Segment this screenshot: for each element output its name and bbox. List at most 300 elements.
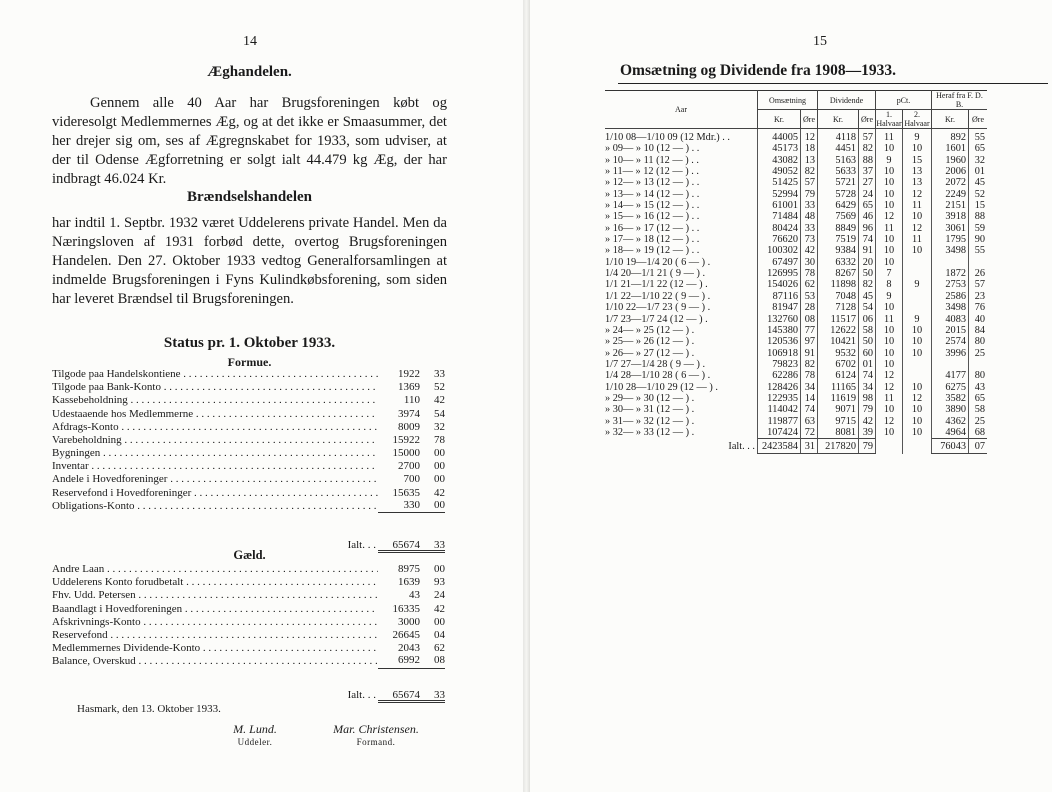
fdb-kr-cell: 3996: [932, 348, 969, 359]
turnover-ore-cell: 77: [801, 325, 818, 336]
ledger-row: [52, 655, 445, 668]
fdb-ore-cell: 55: [969, 245, 988, 256]
pct-half2-cell: 10: [903, 416, 932, 427]
dividend-kr-cell: 5721: [818, 177, 859, 188]
turnover-kr-cell: 128426: [758, 382, 801, 393]
year-cell: 1/7 27—1/4 28 ( 9 — ) .: [605, 358, 706, 370]
dividend-ore-cell: 82: [859, 143, 876, 154]
ledger-kr: 3974: [398, 407, 420, 420]
year-cell: 1/10 28—1/10 29 (12 — ) .: [605, 381, 718, 393]
fdb-ore-cell: 52: [969, 189, 988, 200]
fdb-ore-cell: 43: [969, 382, 988, 393]
ledger-row: [52, 603, 445, 616]
right-page: [530, 0, 1052, 792]
dividend-ore-cell: 74: [859, 234, 876, 245]
fdb-ore-cell: 32: [969, 155, 988, 166]
signature-role: Uddeler.: [237, 737, 273, 747]
col-header-pct: pCt.: [876, 91, 932, 110]
pct-half2-cell: 10: [903, 404, 932, 415]
year-cell: » 11— » 12 (12 — ) . .: [605, 166, 699, 178]
year-cell: 1/4 20—1/1 21 ( 9 — ) .: [605, 268, 706, 280]
turnover-kr-cell: 45173: [758, 143, 801, 154]
dividend-ore-cell: 88: [859, 155, 876, 166]
pct-half1-cell: 8: [876, 279, 903, 290]
year-cell: » 29— » 30 (12 — ) .: [605, 392, 695, 404]
ledger-ore: 00: [434, 615, 445, 628]
fdb-ore-cell: 59: [969, 223, 988, 234]
signature-formand: [326, 722, 426, 747]
book-spine: [523, 0, 530, 792]
year-cell: » 32— » 33 (12 — ) .: [605, 427, 695, 439]
turnover-ore-cell: 14: [801, 393, 818, 404]
total-dividend-kr: 217820: [818, 439, 859, 454]
ledger-label: Reservefond i Hovedforeninger . . .: [52, 487, 378, 500]
turnover-ore-cell: 28: [801, 302, 818, 313]
fdb-ore-cell: 88: [969, 211, 988, 222]
dividend-ore-cell: 39: [859, 427, 876, 439]
ledger-kr: 15000: [392, 447, 420, 460]
fdb-kr-cell: 2015: [932, 325, 969, 336]
ledger-kr: 2043: [398, 642, 420, 655]
pct-half2-cell: 11: [903, 200, 932, 211]
ledger-label: Bygningen . . .: [52, 447, 378, 460]
pct-half1-cell: 11: [876, 314, 903, 325]
dividend-kr-cell: 5728: [818, 189, 859, 200]
dividend-kr-cell: 11619: [818, 393, 859, 404]
year-cell: » 09— » 10 (12 — ) . .: [605, 143, 700, 155]
pct-half1-cell: 10: [876, 348, 903, 359]
pct-half1-cell: 12: [876, 370, 903, 381]
year-cell: 1/10 22—1/7 23 ( 9 — ) .: [605, 302, 711, 314]
pct-half2-cell: 10: [903, 427, 932, 439]
total-label: Ialt. . .: [347, 539, 376, 551]
year-cell: » 26— » 27 (12 — ) .: [605, 347, 695, 359]
turnover-kr-cell: 71484: [758, 211, 801, 222]
year-cell: » 16— » 17 (12 — ) . .: [605, 222, 700, 234]
year-cell: » 10— » 11 (12 — ) . .: [605, 154, 699, 166]
fdb-kr-cell: 2574: [932, 336, 969, 347]
fuel-trade-heading: Brændselshandelen: [186, 189, 313, 205]
fdb-kr-cell: 1601: [932, 143, 969, 154]
fdb-ore-cell: 25: [969, 348, 988, 359]
year-cell: 1/7 23—1/7 24 (12 — ) .: [605, 313, 708, 325]
pct-half1-cell: 7: [876, 268, 903, 279]
turnover-kr-cell: 106918: [758, 348, 801, 359]
table-total-row: [605, 439, 987, 454]
fdb-kr-cell: 2072: [932, 177, 969, 188]
ledger-kr: 3000: [398, 615, 420, 628]
year-cell: 1/10 19—1/4 20 ( 6 — ) .: [605, 256, 711, 268]
ledger-row: [52, 381, 445, 394]
ledger-label: Andele i Hovedforeninger . . .: [52, 473, 378, 486]
pct-half2-cell: 13: [903, 177, 932, 188]
table-row: [605, 359, 987, 370]
dividend-kr-cell: 7569: [818, 211, 859, 222]
fdb-kr-cell: 2586: [932, 291, 969, 302]
fdb-ore-cell: 84: [969, 325, 988, 336]
table-row: [605, 155, 987, 166]
place-date: Hasmark, den 13. Oktober 1933.: [77, 703, 221, 715]
ledger-ore: 08: [420, 654, 445, 668]
dividend-ore-cell: 91: [859, 245, 876, 256]
fdb-kr-cell: 3061: [932, 223, 969, 234]
ledger-ore: 52: [434, 381, 445, 394]
pct-half1-cell: 10: [876, 336, 903, 347]
turnover-kr-cell: 122935: [758, 393, 801, 404]
dividend-ore-cell: 98: [859, 393, 876, 404]
dividend-kr-cell: 11517: [818, 314, 859, 325]
ledger-kr: 15635: [392, 486, 420, 499]
ledger-label: Tilgode paa Bank-Konto . . .: [52, 381, 378, 394]
pct-half2-cell: 11: [903, 234, 932, 245]
pct-half1-cell: 10: [876, 200, 903, 211]
pct-half1-cell: 10: [876, 359, 903, 370]
dividend-kr-cell: 4118: [818, 129, 859, 144]
dividend-kr-cell: 7128: [818, 302, 859, 313]
table-row: [605, 279, 987, 290]
ledger-ore: 00: [420, 499, 445, 513]
turnover-kr-cell: 67497: [758, 257, 801, 268]
dividend-kr-cell: 9071: [818, 404, 859, 415]
dividend-kr-cell: 12622: [818, 325, 859, 336]
turnover-kr-cell: 76620: [758, 234, 801, 245]
turnover-ore-cell: 74: [801, 404, 818, 415]
col-header-turnover: Omsætning: [758, 91, 818, 110]
year-cell: 1/1 21—1/1 22 (12 — ) .: [605, 279, 708, 291]
fdb-kr-cell: 2006: [932, 166, 969, 177]
fdb-kr-cell: 892: [932, 129, 969, 144]
year-cell: » 18— » 19 (12 — ) . .: [605, 245, 700, 257]
dividend-ore-cell: 24: [859, 189, 876, 200]
ledger-label: Afdrags-Konto . . .: [52, 421, 378, 434]
dividend-kr-cell: 6702: [818, 359, 859, 370]
table-row: [605, 177, 987, 188]
col-header-dividend: Dividende: [818, 91, 876, 110]
dividend-kr-cell: 7519: [818, 234, 859, 245]
dividend-kr-cell: 9715: [818, 416, 859, 427]
fdb-ore-cell: 01: [969, 166, 988, 177]
pct-half2-cell: 10: [903, 382, 932, 393]
total-fdb-kr: 76043: [932, 439, 969, 454]
fdb-ore-cell: 57: [969, 279, 988, 290]
ledger-label: Andre Laan . . .: [52, 563, 378, 576]
ledger-label: Udestaaende hos Medlemmerne . . .: [52, 408, 378, 421]
dividend-kr-cell: 5633: [818, 166, 859, 177]
ledger-label: Obligations-Konto . . .: [52, 500, 378, 513]
turnover-kr-cell: 43082: [758, 155, 801, 166]
turnover-kr-cell: 80424: [758, 223, 801, 234]
table-row: [605, 234, 987, 245]
dividend-ore-cell: 65: [859, 200, 876, 211]
total-ore: 33: [420, 538, 445, 553]
ledger-row: [52, 434, 445, 447]
col-header-kr: Kr.: [758, 110, 801, 129]
pct-half2-cell: 15: [903, 155, 932, 166]
total-kr: 65674: [378, 688, 420, 703]
pct-half1-cell: 12: [876, 382, 903, 393]
table-row: [605, 211, 987, 222]
year-cell: » 15— » 16 (12 — ) . .: [605, 211, 700, 223]
fdb-kr-cell: 2151: [932, 200, 969, 211]
turnover-ore-cell: 78: [801, 370, 818, 381]
ledger-kr: 43: [409, 589, 420, 602]
pct-half1-cell: 9: [876, 291, 903, 302]
year-cell: 1/1 22—1/10 22 ( 9 — ) .: [605, 290, 711, 302]
table-row: [605, 268, 987, 279]
dividend-kr-cell: 11898: [818, 279, 859, 290]
ledger-kr: 1369: [398, 381, 420, 394]
pct-half1-cell: 9: [876, 155, 903, 166]
dividend-ore-cell: 46: [859, 211, 876, 222]
table-row: [605, 189, 987, 200]
pct-half2-cell: [903, 291, 932, 302]
pct-half2-cell: 9: [903, 129, 932, 144]
pct-half1-cell: 10: [876, 325, 903, 336]
ledger-ore: 93: [434, 576, 445, 589]
turnover-ore-cell: 42: [801, 245, 818, 256]
turnover-ore-cell: 53: [801, 291, 818, 302]
table-row: [605, 200, 987, 211]
pct-half1-cell: 10: [876, 245, 903, 256]
total-turnover-kr: 2423584: [758, 439, 801, 454]
pct-half1-cell: 10: [876, 404, 903, 415]
ledger-kr: 110: [403, 394, 420, 407]
ledger-kr: 8009: [398, 420, 420, 433]
ledger-ore: 00: [434, 447, 445, 460]
year-cell: » 14— » 15 (12 — ) . .: [605, 200, 700, 212]
ledger-row: [52, 421, 445, 434]
fdb-kr-cell: 1960: [932, 155, 969, 166]
title-rule: [618, 83, 1048, 84]
ledger-kr: 1639: [398, 576, 420, 589]
ledger-label: Tilgode paa Handelskontiene . . .: [52, 368, 378, 381]
fdb-kr-cell: 4362: [932, 416, 969, 427]
turnover-kr-cell: 100302: [758, 245, 801, 256]
ledger-label: Fhv. Udd. Petersen . . .: [52, 589, 378, 602]
ledger-label: Varebeholdning . . .: [52, 434, 378, 447]
turnover-ore-cell: 82: [801, 359, 818, 370]
ledger-row: [52, 616, 445, 629]
col-header-fdb: Heraf fra F. D. B.: [932, 91, 988, 110]
fdb-ore-cell: 80: [969, 370, 988, 381]
turnover-ore-cell: 33: [801, 200, 818, 211]
dividend-ore-cell: 79: [859, 404, 876, 415]
dividend-kr-cell: 10421: [818, 336, 859, 347]
total-dividend-ore: 79: [859, 439, 876, 454]
pct-half1-cell: 10: [876, 177, 903, 188]
ledger-label: Reservefond . . .: [52, 629, 378, 642]
ledger-label: Balance, Overskud . . .: [52, 655, 378, 668]
fdb-kr-cell: 3890: [932, 404, 969, 415]
table-row: [605, 325, 987, 336]
col-header-ore: Øre: [969, 110, 988, 129]
ledger-ore: 42: [434, 486, 445, 499]
turnover-kr-cell: 126995: [758, 268, 801, 279]
fdb-ore-cell: 25: [969, 416, 988, 427]
dividend-kr-cell: 9532: [818, 348, 859, 359]
pct-half1-cell: 10: [876, 257, 903, 268]
turnover-ore-cell: 34: [801, 382, 818, 393]
turnover-ore-cell: 72: [801, 427, 818, 439]
fdb-ore-cell: 23: [969, 291, 988, 302]
ledger-label: Kassebeholdning . . .: [52, 394, 378, 407]
turnover-kr-cell: 52994: [758, 189, 801, 200]
pct-half1-cell: 11: [876, 129, 903, 144]
fdb-kr-cell: 4177: [932, 370, 969, 381]
fdb-ore-cell: 40: [969, 314, 988, 325]
table-row: [605, 314, 987, 325]
pct-half2-cell: 9: [903, 279, 932, 290]
ledger-label: Afskrivnings-Konto . . .: [52, 616, 378, 629]
dividend-ore-cell: 50: [859, 336, 876, 347]
dividend-kr-cell: 8849: [818, 223, 859, 234]
ledger-ore: 00: [434, 460, 445, 473]
turnover-kr-cell: 62286: [758, 370, 801, 381]
col-header-ore: Øre: [801, 110, 818, 129]
pct-half1-cell: 11: [876, 393, 903, 404]
turnover-ore-cell: 91: [801, 348, 818, 359]
ledger-row: [52, 408, 445, 421]
assets-ledger: [52, 368, 445, 513]
pct-half2-cell: 12: [903, 189, 932, 200]
ledger-row: [52, 460, 445, 473]
dividend-ore-cell: 20: [859, 257, 876, 268]
ledger-ore: 42: [434, 602, 445, 615]
turnover-ore-cell: 48: [801, 211, 818, 222]
ledger-ore: 33: [434, 367, 445, 380]
ledger-kr: 26645: [392, 628, 420, 641]
ledger-ore: 00: [434, 562, 445, 575]
signature-role: Formand.: [356, 737, 396, 747]
turnover-ore-cell: 08: [801, 314, 818, 325]
fdb-ore-cell: 68: [969, 427, 988, 439]
ledger-ore: 24: [434, 589, 445, 602]
ledger-kr: 700: [403, 473, 420, 486]
pct-half2-cell: 9: [903, 314, 932, 325]
col-header-year: Aar: [605, 91, 758, 129]
pct-half1-cell: 10: [876, 427, 903, 439]
col-header-half1: 1. Halvaar: [876, 110, 902, 128]
dividend-ore-cell: 57: [859, 129, 876, 144]
ledger-row: [52, 576, 445, 589]
turnover-kr-cell: 119877: [758, 416, 801, 427]
turnover-kr-cell: 154026: [758, 279, 801, 290]
table-row: [605, 404, 987, 415]
pct-half2-cell: 13: [903, 166, 932, 177]
fdb-kr-cell: 1795: [932, 234, 969, 245]
table-row: [605, 143, 987, 154]
pct-half2-cell: [903, 257, 932, 268]
year-cell: » 17— » 18 (12 — ) . .: [605, 234, 700, 246]
year-cell: » 13— » 14 (12 — ) . .: [605, 188, 700, 200]
turnover-kr-cell: 79823: [758, 359, 801, 370]
ledger-ore: 04: [434, 628, 445, 641]
turnover-kr-cell: 87116: [758, 291, 801, 302]
fdb-kr-cell: 4083: [932, 314, 969, 325]
dividend-kr-cell: 8267: [818, 268, 859, 279]
ledger-ore: 42: [434, 394, 445, 407]
fdb-ore-cell: 65: [969, 393, 988, 404]
fdb-kr-cell: 2753: [932, 279, 969, 290]
turnover-ore-cell: 97: [801, 336, 818, 347]
total-ore: 33: [420, 688, 445, 703]
ledger-kr: 2700: [398, 460, 420, 473]
turnover-dividend-table: [605, 90, 987, 454]
fdb-ore-cell: 80: [969, 336, 988, 347]
turnover-kr-cell: 120536: [758, 336, 801, 347]
pct-half2-cell: 10: [903, 325, 932, 336]
table-row: [605, 257, 987, 268]
dividend-kr-cell: 9384: [818, 245, 859, 256]
table-row: [605, 223, 987, 234]
table-row: [605, 348, 987, 359]
ledger-kr: 15922: [392, 433, 420, 446]
year-cell: 1/10 08—1/10 09 (12 Mdr.) . .: [605, 132, 730, 143]
fdb-ore-cell: 55: [969, 129, 988, 144]
ledger-row: [52, 474, 445, 487]
col-header-kr: Kr.: [932, 110, 969, 129]
dividend-ore-cell: 27: [859, 177, 876, 188]
table-body: [605, 129, 987, 439]
pct-half2-cell: 10: [903, 211, 932, 222]
pct-half2-cell: 10: [903, 348, 932, 359]
total-label: Ialt. . .: [728, 440, 755, 452]
left-page: [0, 0, 523, 792]
table-row: [605, 416, 987, 427]
table-row: [605, 129, 987, 144]
liabilities-ledger: [52, 563, 445, 669]
turnover-kr-cell: 44005: [758, 129, 801, 144]
total-label: Ialt. . .: [347, 689, 376, 701]
total-kr: 65674: [378, 538, 420, 553]
page-number: 15: [813, 34, 827, 49]
turnover-ore-cell: 63: [801, 416, 818, 427]
turnover-kr-cell: 132760: [758, 314, 801, 325]
year-cell: » 24— » 25 (12 — ) .: [605, 324, 695, 336]
dividend-kr-cell: 6124: [818, 370, 859, 381]
table-row: [605, 370, 987, 381]
ledger-label: Baandlagt i Hovedforeningen . . .: [52, 603, 378, 616]
ledger-label: Medlemmernes Dividende-Konto . . .: [52, 642, 378, 655]
table-row: [605, 382, 987, 393]
ledger-kr: 6992: [378, 654, 420, 668]
col-header-half2: 2. Halvaar: [904, 110, 930, 128]
table-row: [605, 291, 987, 302]
fdb-ore-cell: 90: [969, 234, 988, 245]
fdb-kr-cell: 2249: [932, 189, 969, 200]
fdb-kr-cell: 6275: [932, 382, 969, 393]
dividend-ore-cell: 42: [859, 416, 876, 427]
fdb-kr-cell: [932, 257, 969, 268]
turnover-kr-cell: 107424: [758, 427, 801, 439]
ledger-row: [52, 500, 445, 513]
dividend-ore-cell: 82: [859, 279, 876, 290]
pct-half2-cell: [903, 370, 932, 381]
fdb-ore-cell: 58: [969, 404, 988, 415]
ledger-ore: 62: [434, 642, 445, 655]
ledger-ore: 00: [434, 473, 445, 486]
turnover-ore-cell: 78: [801, 268, 818, 279]
turnover-ore-cell: 13: [801, 155, 818, 166]
year-cell: » 30— » 31 (12 — ) .: [605, 404, 695, 416]
dividend-kr-cell: 8081: [818, 427, 859, 439]
turnover-kr-cell: 51425: [758, 177, 801, 188]
ledger-row: [52, 563, 445, 576]
dividend-ore-cell: 45: [859, 291, 876, 302]
fdb-ore-cell: [969, 257, 988, 268]
egg-trade-heading: Æghandelen.: [207, 64, 292, 80]
ledger-ore: 78: [434, 433, 445, 446]
